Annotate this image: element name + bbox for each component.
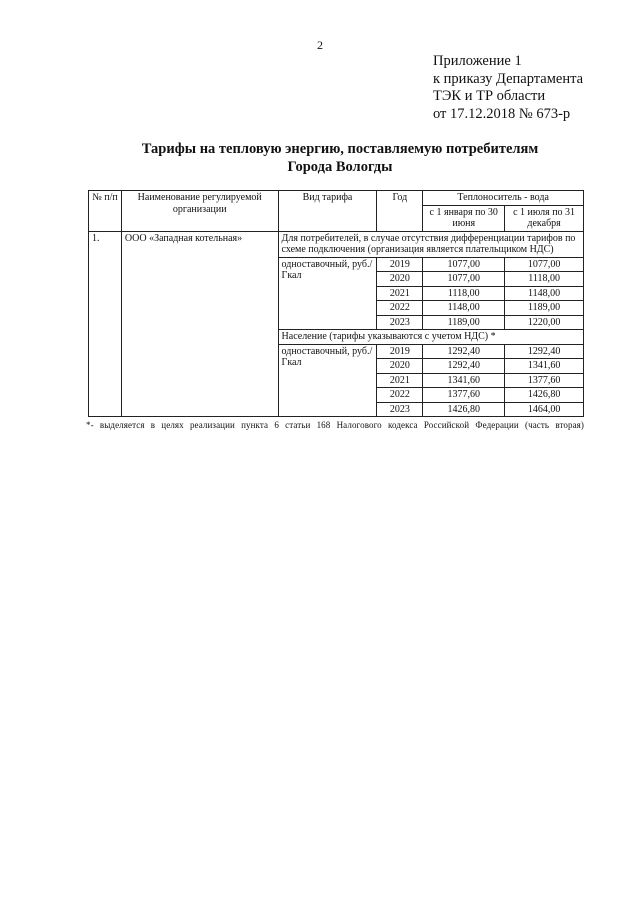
table-row [89,231,584,257]
tariff-cell: 1292,40 [505,344,584,359]
tariff-cell: 1341,60 [423,373,505,388]
tariff-cell: 1118,00 [423,286,505,301]
tariff-type: одноставочный, руб./Гкал [278,257,377,330]
tariff-cell: 1118,00 [505,272,584,287]
year-cell: 2020 [377,272,423,287]
header-year: Год [377,191,423,232]
tariff-cell: 1464,00 [505,402,584,417]
tariff-cell: 1377,60 [505,373,584,388]
year-cell: 2019 [377,257,423,272]
header-org: Наименование регулируемой организации [121,191,278,232]
appendix-line: к приказу Департамента [433,70,584,87]
tariff-table [88,190,584,417]
tariff-cell: 1426,80 [505,388,584,403]
header-period2: с 1 июля по 31 декабря [505,205,584,231]
org-name: ООО «Западная котельная» [121,231,278,417]
tariff-cell: 1292,40 [423,344,505,359]
year-cell: 2022 [377,301,423,316]
tariff-cell: 1220,00 [505,315,584,330]
page-number: 2 [317,38,323,52]
tariff-cell: 1377,60 [423,388,505,403]
document-title [60,140,620,176]
tariff-cell: 1189,00 [423,315,505,330]
year-cell: 2023 [377,402,423,417]
appendix-block [433,53,583,123]
tariff-cell: 1148,00 [423,301,505,316]
year-cell: 2023 [377,315,423,330]
group-label: Население (тарифы указываются с учетом НДС) * [278,330,583,345]
tariff-cell: 1077,00 [423,257,505,272]
tariff-cell: 1341,60 [505,359,584,374]
tariff-cell: 1077,00 [505,257,584,272]
appendix-line: Приложение 1 [433,53,522,69]
appendix-line: ТЭК и ТР области [433,88,546,104]
header-period1: с 1 января по 30 июня [423,205,505,231]
year-cell: 2021 [377,373,423,388]
year-cell: 2019 [377,344,423,359]
tariff-cell: 1148,00 [505,286,584,301]
title-line: Тарифы на тепловую энергию, поставляемую потребителям [141,141,539,157]
header-carrier: Теплоноситель - вода [423,191,584,206]
header-type: Вид тарифа [278,191,377,232]
tariff-cell: 1292,40 [423,359,505,374]
year-cell: 2022 [377,388,423,403]
year-cell: 2021 [377,286,423,301]
group-label: Для потребителей, в случае отсутствия дифференциации тарифов по схеме подключения (организация является плательщиком НДС) [278,231,583,257]
tariff-cell: 1189,00 [505,301,584,316]
tariff-type: одноставочный, руб./Гкал [278,344,377,417]
header-num: № п/п [89,191,122,232]
row-num: 1. [89,231,122,417]
tariff-cell: 1077,00 [423,272,505,287]
appendix-line: от 17.12.2018 № 673-р [433,105,571,122]
tariff-cell: 1426,80 [423,402,505,417]
footnote: *- выделяется в целях реализации пункта 6 статьи 168 Налогового кодекса Российской Федерации (часть вторая) [86,420,584,430]
title-line: Города Вологды [287,159,393,175]
year-cell: 2020 [377,359,423,374]
header-row [89,191,584,206]
